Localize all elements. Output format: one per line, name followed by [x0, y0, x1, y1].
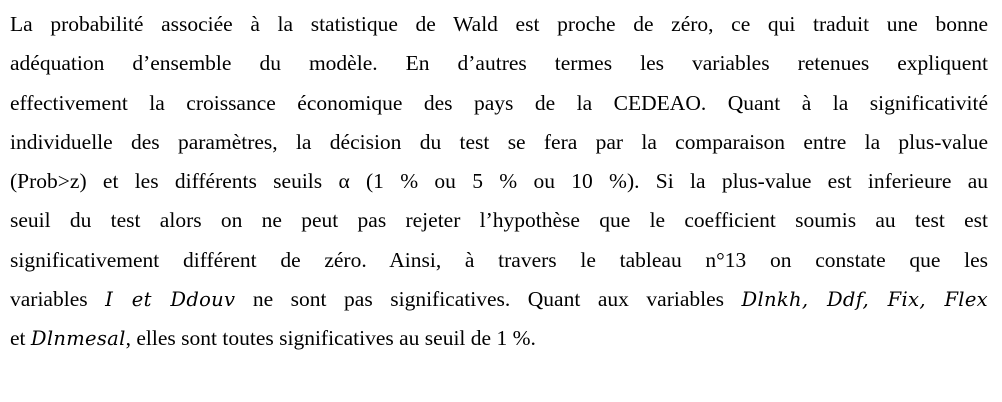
math-variables-significant: Dlnkh, Ddf, Fix, Flex — [741, 288, 988, 312]
line-8-text-mid: ne sont pas significatives. Quant aux variables — [235, 287, 742, 312]
paragraph-line-2: adéquation d’ensemble du modèle. En d’autres termes les variables retenues expliquent — [10, 51, 988, 76]
math-variable-dlnmesal: Dlnmesal — [30, 327, 126, 351]
paragraph-line-9 — [10, 319, 988, 358]
math-variables-not-significant: I et Ddouv — [105, 288, 236, 312]
paragraph-line-1: La probabilité associée à la statistique de Wald est proche de zéro, ce qui traduit une bonne — [10, 12, 988, 36]
line-9-text-before: et — [10, 326, 31, 351]
paragraph — [10, 5, 988, 359]
paragraph-line-7: significativement différent de zéro. Ainsi, à travers le tableau n°13 on constate que les — [10, 247, 988, 272]
paragraph-line-3: effectivement la croissance économique des pays de la CEDEAO. Quant à la significativité — [10, 90, 988, 115]
line-8-text-before: variables — [10, 287, 106, 312]
paragraph-line-8 — [10, 280, 988, 319]
paragraph-line-4: individuelle des paramètres, la décision du test se fera par la comparaison entre la plus-value — [10, 129, 988, 154]
paragraph-line-5: (Prob>z) et les différents seuils α (1 % ou 5 % ou 10 %). Si la plus-value est inferieure au — [10, 169, 988, 194]
paragraph-line-6: seuil du test alors on ne peut pas rejeter l’hypothèse que le coefficient soumis au test est — [10, 208, 988, 233]
line-9-text-after: , elles sont toutes significatives au seuil de 1 %. — [125, 326, 536, 351]
